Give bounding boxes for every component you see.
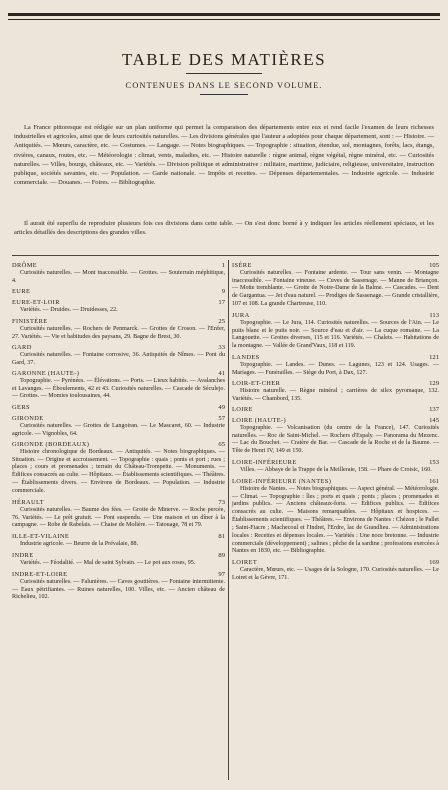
intro-text-1: La France pittoresque est rédigée sur un plan uniforme qui permet la comparaison des départements entre eux et rend facile l'examen de leurs richesses industrielles et agricoles, ainsi que de leurs curiosités naturelles. — Les divisions générales que l'auteur a adoptées pour chaque département, sont : — Histoire. — Antiquités. — Mœurs, caractère, etc. — Costumes. — Langage. — Notes biographiques. — Topographie : situation, étendue, sol, montagnes, forêts, lacs, étangs, rivières, canaux, routes, etc. — Météorologie : climat, vents, maladies, etc. — Histoire naturelle : règne animal, règne végétal, règne minéral, etc. — Curiosités naturelles. — Villes, bourgs, châteaux, etc. — Variétés. — Division politique et administrative : militaire, maritime, judiciaire, religieuse, universitaire, instruction publique, sociétés savantes, etc. — Population. — Garde nationale. — Impôts et recettes. — Dépenses départementales. — Industrie agricole. — Industrie commerciale. — Douanes. — Foires. — Bibliographie. (14, 124, 434, 187)
entry-name: LOIRE (232, 406, 253, 413)
toc-entry[interactable] (12, 344, 225, 367)
entry-description: Industrie agricole. — Beurre de la Prévalaie, 88. (20, 540, 139, 547)
entry-description: Topographie. — Volcanisation (du centre de la France), 147. Curiosités naturelles. — Roc de Saint-Michel. — Rochers d'Espaly. — Panorama du Mezenc. — Lac du Bouchet. — Cratère de Bar. — Cascade de la Roche et de la Baume. — Tête de Henri IV, 149 et 150. (232, 424, 439, 455)
subtitle-rule (200, 94, 248, 95)
entry-description: Variétés. — Féodalité. — Mal de saint Sylvain. — Le pot aux roses, 95. (20, 559, 196, 566)
entry-description: Variétés. — Druides. — Druidesses, 22. (20, 306, 118, 313)
toc-entry[interactable] (232, 459, 439, 475)
entry-description: Curiosités naturelles. — Baume des fées. — Grotte de Minerve. — Roche percée, 76. Variétés. — Le prêt gratuit. — Pont suspendu. — Une maison et un dîner à la campagne. — Robe de Rabelais. — Chaise de Molière. — Tatouage, 78 et 79. (12, 506, 225, 529)
entry-page: 161 (429, 478, 439, 485)
entry-page: 153 (429, 459, 439, 466)
entry-page: 57 (218, 415, 225, 422)
entry-page: 9 (221, 288, 225, 295)
entry-name: INDRE-ET-LOIRE (12, 571, 68, 578)
entry-page: 105 (429, 262, 439, 269)
entry-description: Caractère, Mœurs, etc. — Usages de la Sologne, 170. Curiosités naturelles. — Le Loiret et la Gèvre, 171. (232, 566, 440, 581)
entry-name: LANDES (232, 354, 260, 361)
toc-entry[interactable] (12, 318, 225, 341)
entry-name: LOIRET (232, 559, 258, 566)
entry-page: 33 (218, 344, 225, 351)
page-subtitle: CONTENUES DANS LE SECOND VOLUME. (125, 80, 323, 90)
entry-page: 81 (218, 533, 225, 540)
entry-name: GERS (12, 404, 30, 411)
entry-page: 137 (429, 406, 439, 413)
entry-description: Histoire chronologique de Bordeaux. — Antiquités. — Notes biographiques. — Situation. — Origine et accroissement. — Topographie : quais ; ponts et port ; rues ; places ; cours et promenades ; terrain du Château-Trompette. — Monuments. — Édifices consacrés au culte. — Hôpitaux. — Établissements scientifiques. — Théâtres. — Établissements divers. — Environs de Bordeaux. — Population. — Industrie commerciale. (12, 448, 225, 494)
entry-name: LOIR-ET-CHER (232, 380, 281, 387)
entry-description: Curiosités naturelles. — Mont inaccessible. — Grottes. — Souterrain méphitique, 4. (12, 269, 225, 284)
entry-description: Curiosités naturelles. — Fontaine corrosive, 36. Antiquités de Nîmes. — Pont du Gard, 37. (12, 351, 225, 366)
toc-entry[interactable] (12, 299, 225, 315)
toc-entry[interactable] (232, 312, 439, 351)
toc-entry[interactable] (232, 380, 439, 403)
entry-page: 1 (221, 262, 225, 269)
entry-name: LOIRE (HAUTE-) (232, 417, 287, 424)
toc-entry[interactable] (12, 552, 225, 568)
entry-name: ISÈRE (232, 262, 252, 269)
toc-entry[interactable] (12, 370, 225, 401)
toc-entry[interactable] (232, 406, 439, 414)
toc-entry[interactable] (232, 262, 439, 309)
entry-page: 145 (429, 417, 439, 424)
right-column (232, 262, 439, 782)
entry-description: Villes. — Abbaye de la Trappe de la Meilleraie, 158. — Phare de Croisic, 160. (240, 466, 432, 473)
entry-description: Histoire naturelle. — Règne minéral ; carrières de silex pyromaque, 132. Variétés. — Chambord, 135. (232, 387, 439, 402)
entry-page: 113 (429, 312, 439, 319)
top-rule (8, 13, 440, 16)
entry-page: 49 (218, 404, 225, 411)
entry-page: 17 (218, 299, 225, 306)
page-title: TABLE DES MATIÈRES (121, 50, 327, 69)
toc-entry[interactable] (12, 262, 225, 285)
entry-description: Curiosités naturelles. — Falunières. — Caves gouttières. — Fontaine intermittente. — Eaux pétrifiantes. — Ruines naturelles, 100. Villes, etc. — Ancien château de Richelieu, 102. (12, 578, 225, 601)
entry-name: GARONNE (HAUTE-) (12, 370, 80, 377)
intro-paragraph-2 (14, 219, 434, 237)
entry-name: FINISTÈRE (12, 318, 48, 325)
column-separator (228, 260, 229, 780)
entry-page: 73 (218, 499, 225, 506)
toc-entry[interactable] (12, 571, 225, 602)
entry-description: Curiosités naturelles. — Fontaine ardente. — Tour sans venin. — Montagne inaccessible. — Fontaine vineuse. — Cuves de Sassenage. — Manne de Briançon. — Motte tremblante. — Grotte de Notre-Dame de la Balme. — Cascades. — Dent de Gargantua. — Jet d'eau naturel. — Prodiges de Sassenage. — Grande cristallière, 107 et 108. La grande Chartreuse, 110. (232, 269, 439, 308)
entry-page: 89 (218, 552, 225, 559)
entry-description: Curiosités naturelles. — Rochers de Penmarck. — Grottes de Croson. — l'Enfer, 27. Variétés. — Vie et habitudes des paysans, 29. Bagne de Brest, 30. (12, 325, 225, 340)
intro-paragraph-1 (14, 123, 434, 187)
entry-page: 97 (218, 571, 225, 578)
entry-page: 129 (429, 380, 439, 387)
toc-entry[interactable] (12, 404, 225, 412)
entry-name: LOIRE-INFÉRIEURE (NANTES) (232, 478, 332, 485)
entry-name: EURE (12, 288, 31, 295)
entry-page: 121 (429, 354, 439, 361)
entry-name: GIRONDE (12, 415, 44, 422)
entry-description: Topographie. — Pyrénées. — Élévations. — Ports. — Lieux habités. — Avalanches et Lavanges. — Éboulements, 42 et 43. Curiosités naturelles. — Cascade de Séculejo. — Grottes. — Momies toulousaines, 44. (12, 377, 225, 400)
toc-entry[interactable] (12, 499, 225, 530)
left-column (12, 262, 225, 782)
entry-page: 169 (429, 559, 439, 566)
toc-entry[interactable] (232, 417, 439, 456)
entry-name: HÉRAULT (12, 499, 45, 506)
toc-entry[interactable] (232, 478, 439, 556)
entry-name: GIRONDE (BORDEAUX) (12, 441, 90, 448)
toc-entry[interactable] (12, 288, 225, 296)
entry-page: 25 (218, 318, 225, 325)
entry-description: Histoire de Nantes. — Notes biographiques. — Aspect général. — Météorologie. — Climat. — Topographie : îles ; ports et quais ; ponts ; places ; promenades et jardins publics. — Anciens châteaux-forts. — Édifices publics. — Édifices consacrés au culte. — Maisons remarquables. — Hôpitaux et hospices. — Établissements scientifiques. — Théâtres. — Environs de Nantes : Chézon ; le Pallet ; Saint-Fiacre ; Machecoul et l'Indret, l'Erdre, lac de Grandlieu. — Administrations locales : Recettes et dépenses locales. — Variétés : Une noce bretonne. — Industrie commerciale (développement) ; salines ; pêche de la sardine ; professions exercées à Nantes en 1830, etc. — Bibliographie. (232, 485, 439, 555)
entry-name: GARD (12, 344, 32, 351)
toc-entry[interactable] (12, 533, 225, 549)
entry-description: Topographie. — Le Jura, 114. Curiosités naturelles. — Sources de l'Ain. — Le puits blanc et le puits noir. — Source d'eau et d'air. — La cuque romaine. — La Langouette. — Grottes diverses, 115 et 116. Variétés. — Chalets. — Habitations de la montagne. — Vallée de Grand'Vaux, 118 et 119. (232, 319, 439, 350)
entry-description: Topographie. — Landes. — Dunes. — Lagunes, 123 et 124. Usages. — Mariages. — Funérailles. — Siège du Port, à Dax, 127. (232, 361, 439, 376)
entry-name: EURE-ET-LOIR (12, 299, 60, 306)
entry-name: ILLE-ET-VILAINE (12, 533, 70, 540)
section-rule (12, 255, 439, 256)
entry-name: LOIRE-INFÉRIEURE (232, 459, 297, 466)
toc-entry[interactable] (12, 441, 225, 496)
top-rule-thin (8, 19, 440, 20)
entry-name: DRÔME (12, 262, 38, 269)
entry-page: 65 (218, 441, 225, 448)
entry-name: JURA (232, 312, 250, 319)
intro-text-2: Il aurait été superflu de reproduire plusieurs fois ces divisions dans cette table. — On s'est donc borné à y indiquer les articles réellement spéciaux, et les articles détaillés des descriptions des grandes villes. (14, 220, 434, 237)
entry-page: 41 (218, 370, 225, 377)
title-rule (186, 73, 262, 74)
entry-description: Curiosités naturelles. — Grottes de Langoiran. — Le Mascaret, 60. — Industrie agricole. — Vignobles, 64. (12, 422, 225, 437)
toc-entry[interactable] (232, 559, 439, 582)
entry-name: INDRE (12, 552, 34, 559)
toc-entry[interactable] (12, 415, 225, 438)
toc-entry[interactable] (232, 354, 439, 377)
